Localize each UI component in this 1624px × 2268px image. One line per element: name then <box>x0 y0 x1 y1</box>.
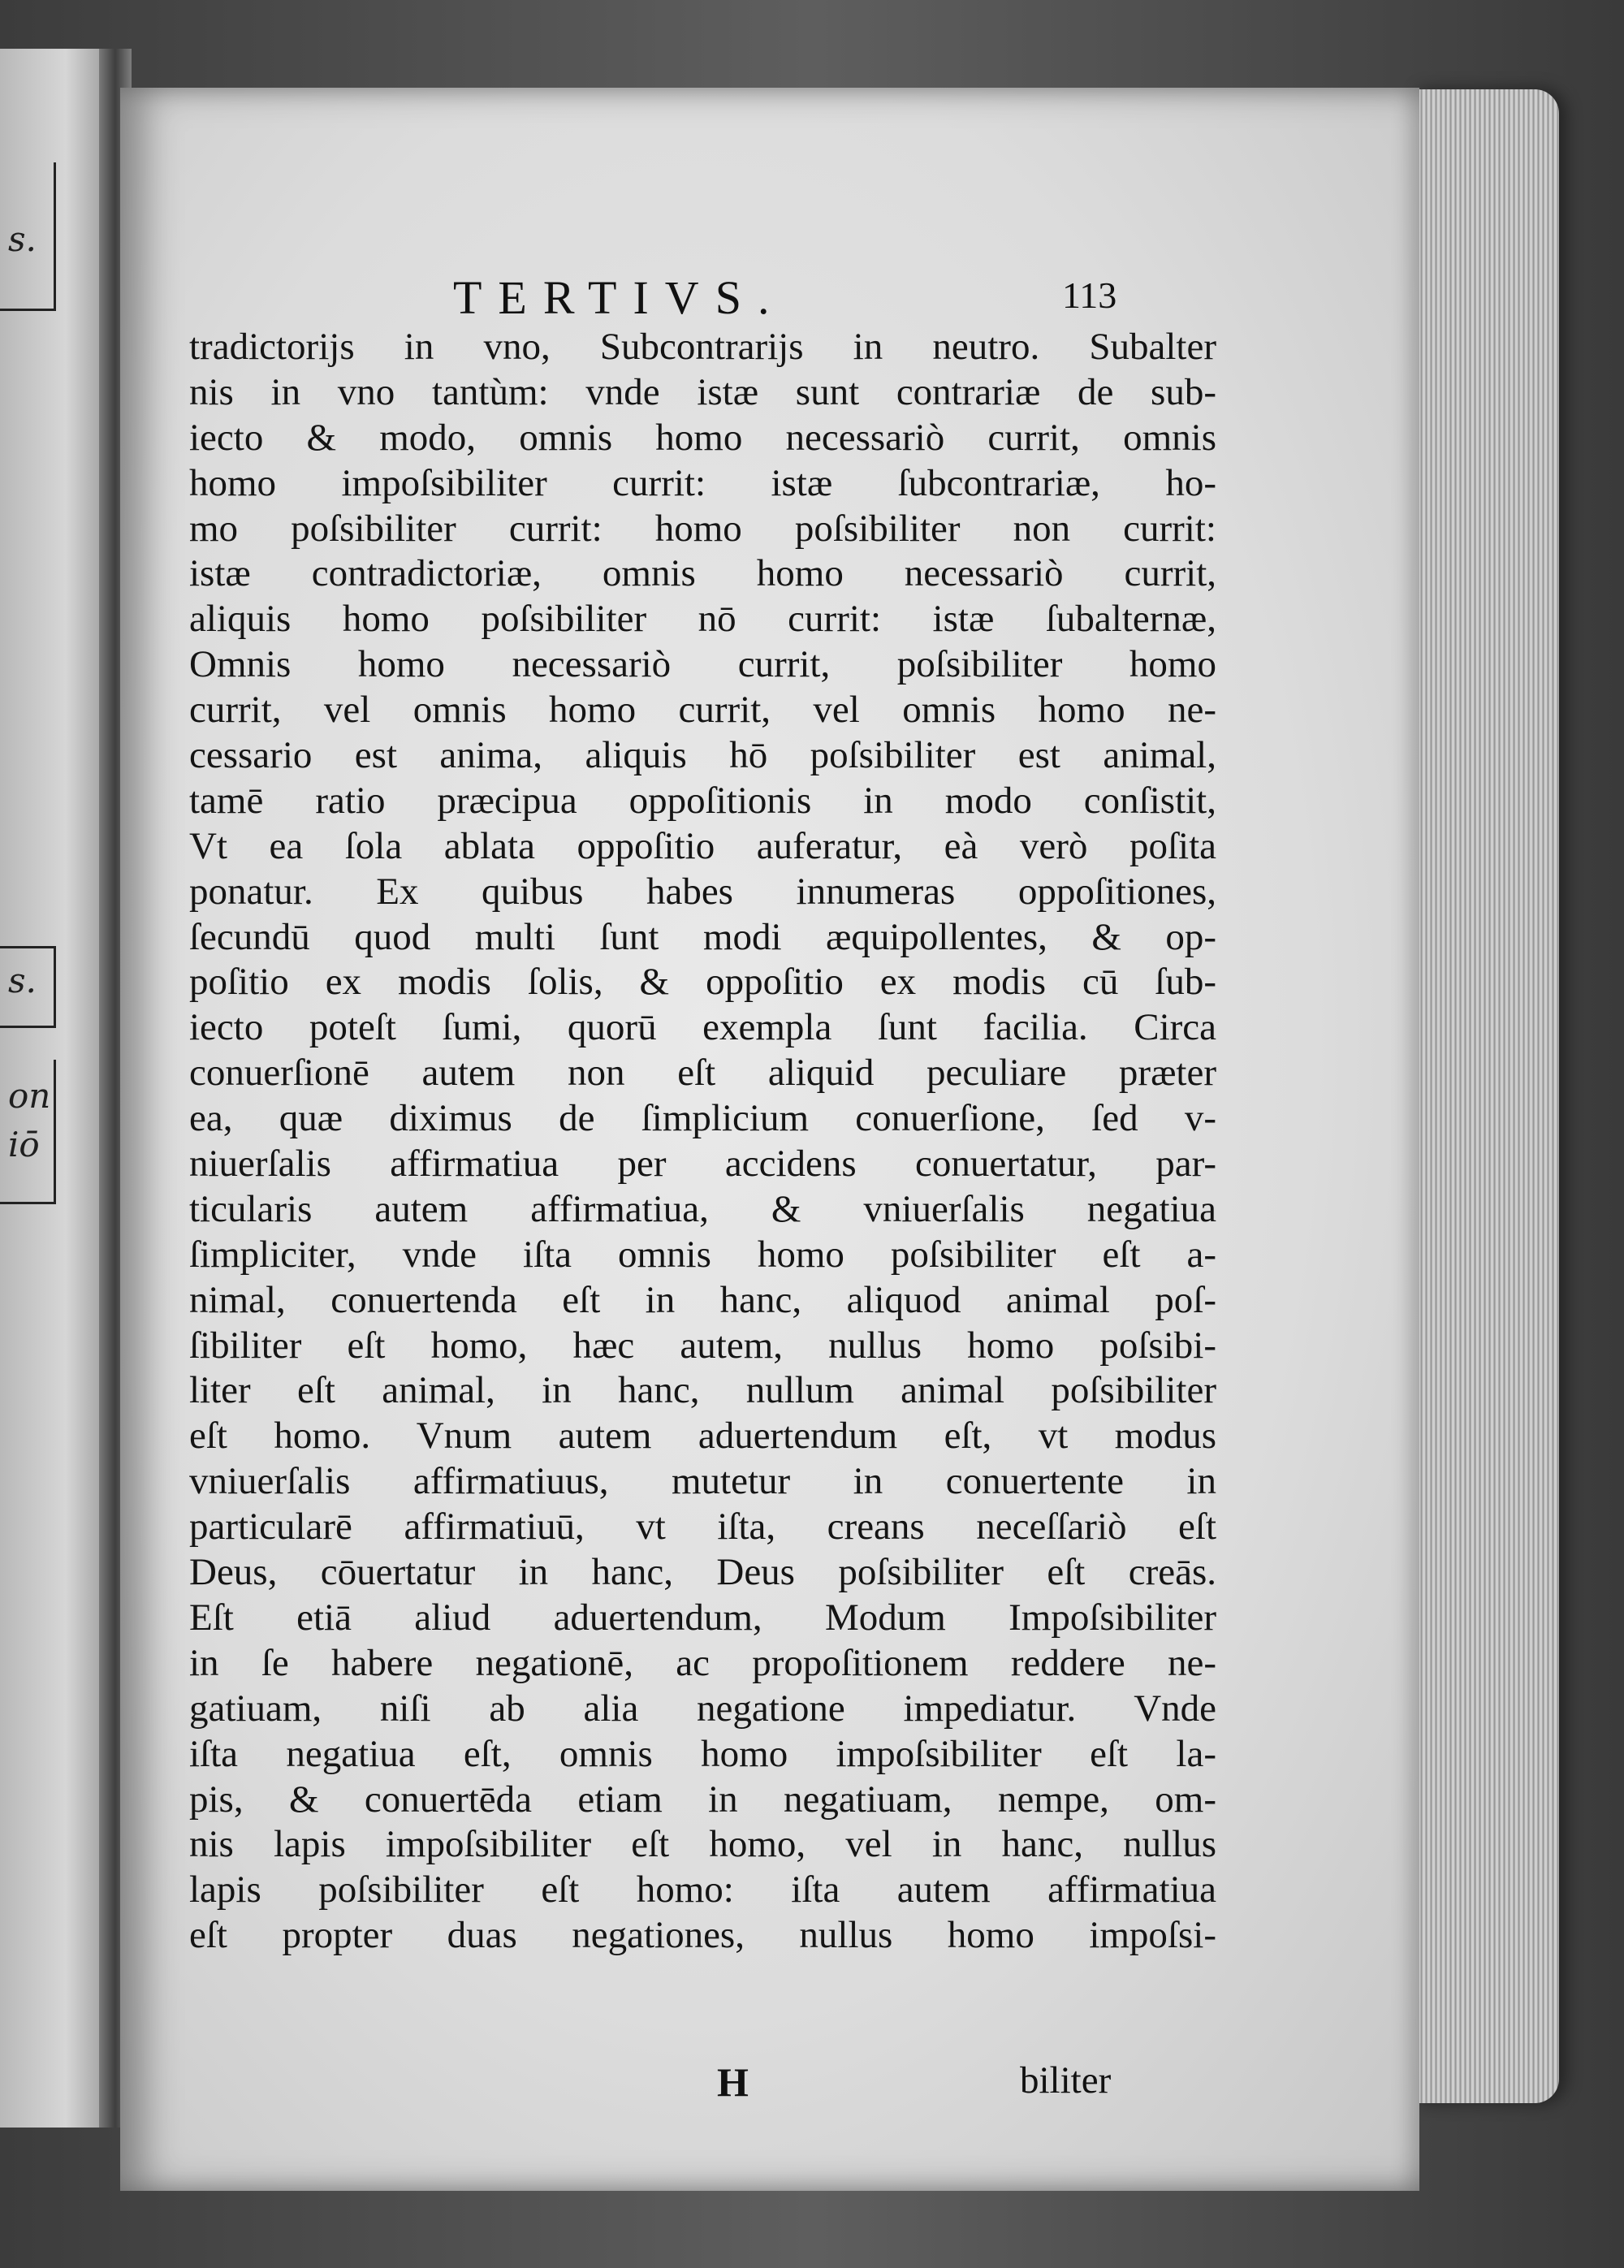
text-line: iecto & modo, omnis homo necessariò currit, omnis <box>189 416 1216 459</box>
text-line: liter eſt animal, in hanc, nullum animal poſsibiliter <box>189 1369 1216 1412</box>
text-line: ea, quæ diximus de ſimplicium conuerſione, ſed v- <box>189 1097 1216 1140</box>
text-line: poſitio ex modis ſolis, & oppoſitio ex modis cū ſub- <box>189 961 1216 1004</box>
text-line: istæ contradictoriæ, omnis homo necessariò currit, <box>189 552 1216 595</box>
text-line: Omnis homo necessariò currit, poſsibiliter homo <box>189 643 1216 686</box>
text-line: lapis poſsibiliter eſt homo: iſta autem affirmatiua <box>189 1868 1216 1912</box>
text-line: aliquis homo poſsibiliter nō currit: istæ ſubalternæ, <box>189 598 1216 641</box>
text-line: ſibiliter eſt homo, hæc autem, nullus homo poſsibi- <box>189 1324 1216 1367</box>
text-line: ſimpliciter, vnde iſta omnis homo poſsibiliter eſt a- <box>189 1233 1216 1276</box>
left-fragment-text: s. <box>8 219 37 259</box>
text-line: in ſe habere negationē, ac propoſitionem reddere ne- <box>189 1641 1216 1684</box>
left-fragment-text: iō <box>8 1125 40 1164</box>
text-line: Eſt etiā aliud aduertendum, Modum Impoſsibiliter <box>189 1596 1216 1639</box>
page-footer <box>120 2058 1419 2115</box>
text-line: pis, & conuertēda etiam in negatiuam, nempe, om- <box>189 1778 1216 1821</box>
left-page-edge <box>0 49 110 2128</box>
body-text <box>189 325 1216 1959</box>
text-line: ſecundū quod multi ſunt modi æquipollentes, & op- <box>189 915 1216 958</box>
signature-mark: H <box>717 2059 749 2105</box>
text-line: nis in vno tantùm: vnde istæ sunt contrariæ de sub- <box>189 370 1216 413</box>
text-line: Deus, cōuertatur in hanc, Deus poſsibiliter eſt creās. <box>189 1551 1216 1594</box>
text-line: homo impoſsibiliter currit: istæ ſubcontrariæ, ho- <box>189 461 1216 504</box>
right-page <box>120 88 1419 2191</box>
text-line: vniuerſalis affirmatiuus, mutetur in conuertente in <box>189 1460 1216 1503</box>
text-line: eſt propter duas negationes, nullus homo impoſsi- <box>189 1914 1216 1957</box>
running-title: TERTIVS. <box>453 271 786 324</box>
left-fragment-text: s. <box>8 961 37 1000</box>
page-number: 113 <box>1062 274 1117 316</box>
text-line: Vt ea ſola ablata oppoſitio auferatur, eà verò poſita <box>189 824 1216 867</box>
text-line: nimal, conuertenda eſt in hanc, aliquod animal poſ- <box>189 1278 1216 1321</box>
text-line: particularē affirmatiuū, vt iſta, creans neceſſariò eſt <box>189 1506 1216 1549</box>
left-margin-fragment <box>0 162 56 311</box>
catchword: biliter <box>1020 2059 1112 2102</box>
page-edges <box>1413 89 1559 2103</box>
left-fragment-text: on <box>8 1076 51 1116</box>
text-line: currit, vel omnis homo currit, vel omnis homo ne- <box>189 689 1216 732</box>
text-line: conuerſionē autem non eſt aliquid peculiare præter <box>189 1052 1216 1095</box>
text-line: niuerſalis affirmatiua per accidens conuertatur, par- <box>189 1143 1216 1186</box>
left-margin-fragment <box>0 946 56 1028</box>
text-line: iſta negatiua eſt, omnis homo impoſsibiliter eſt la- <box>189 1732 1216 1775</box>
text-line: gatiuam, niſi ab alia negatione impediatur. Vnde <box>189 1687 1216 1730</box>
text-line: tamē ratio præcipua oppoſitionis in modo conſistit, <box>189 779 1216 822</box>
text-line: tradictorijs in vno, Subcontrarijs in neutro. Subalter <box>189 326 1216 368</box>
text-line: iecto poteſt ſumi, quorū exempla ſunt facilia. Circa <box>189 1006 1216 1049</box>
text-line: ponatur. Ex quibus habes innumeras oppoſitiones, <box>189 870 1216 913</box>
text-line: cessario est anima, aliquis hō poſsibiliter est animal, <box>189 734 1216 777</box>
text-line: ticularis autem affirmatiua, & vniuerſalis negatiua <box>189 1187 1216 1230</box>
left-margin-fragment <box>0 1060 56 1204</box>
text-line: nis lapis impoſsibiliter eſt homo, vel in hanc, nullus <box>189 1823 1216 1866</box>
text-line: mo poſsibiliter currit: homo poſsibiliter non currit: <box>189 507 1216 550</box>
text-line: eſt homo. Vnum autem aduertendum eſt, vt modus <box>189 1415 1216 1458</box>
